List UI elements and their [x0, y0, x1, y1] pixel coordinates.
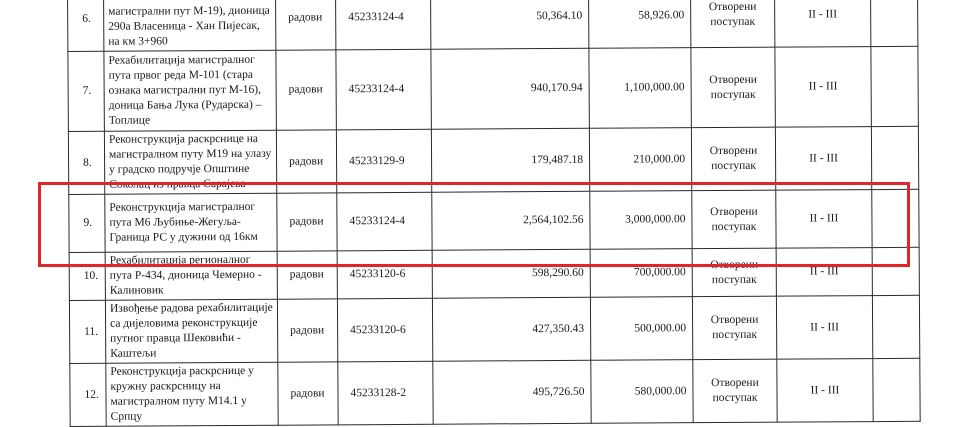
row-grade: II - III: [777, 359, 873, 423]
row-type: радови: [277, 251, 337, 299]
row-note: [873, 358, 920, 421]
row-total: 3,000,000.00: [590, 191, 692, 250]
row-note: [870, 0, 917, 47]
row-estimate: 495,726.50: [433, 360, 591, 424]
table-row: [68, 46, 918, 131]
row-note: [871, 46, 918, 126]
row-type: радови: [277, 299, 337, 362]
row-procedure: Отворени поступак: [691, 127, 775, 191]
row-number: 8.: [68, 131, 104, 194]
row-number: 11.: [69, 300, 105, 363]
table-row: [69, 295, 919, 363]
row-procedure: Отворени поступак: [692, 190, 776, 249]
row-type: радови: [278, 362, 338, 425]
row-type: радови: [275, 0, 335, 50]
row-estimate: 2,564,102.56: [432, 191, 590, 250]
row-grade: II - III: [776, 248, 872, 297]
row-estimate: 50,364.10: [430, 0, 588, 49]
row-total: 500,000.00: [590, 297, 692, 361]
row-estimate: 427,350.43: [432, 297, 590, 361]
row-procedure: Отворени поступак: [693, 359, 777, 423]
row-note: [871, 126, 918, 189]
row-grade: II - III: [775, 127, 871, 191]
row-grade: II - III: [776, 190, 872, 249]
row-cpv-code: 45233128-2: [338, 361, 433, 425]
row-type: радови: [276, 130, 336, 193]
row-cpv-code: 45233124-4: [335, 0, 430, 50]
row-total: 1,100,000.00: [589, 48, 691, 129]
row-type: радови: [276, 50, 336, 130]
row-number: 10.: [69, 252, 105, 300]
row-procedure: Отворени поступак: [692, 248, 776, 297]
row-total: 580,000.00: [591, 360, 693, 424]
row-description: Реконструкција магистралног пута М6 Љубиње-Жегуља-Граница РС у дужини од 16км: [105, 193, 277, 252]
row-description: магистрални пут М-19), дионица 290а Власеница - Хан Пијесак, на км 3+960: [104, 0, 276, 51]
table-row: [68, 0, 918, 51]
row-total: 700,000.00: [590, 249, 692, 298]
row-cpv-code: 45233124-4: [337, 192, 432, 251]
row-description: Реконструкција раскрснице у кружну раскрсницу на магистралном путу М14.1 у Српцу: [106, 362, 278, 426]
row-procedure: Отворени поступак: [691, 47, 775, 128]
row-total: 58,926.00: [588, 0, 690, 48]
row-cpv-code: 45233124-4: [336, 49, 431, 130]
row-procedure: Отворени поступак: [690, 0, 774, 48]
row-cpv-code: 45233129-9: [336, 129, 431, 193]
row-description: Рехабилитација магистралног пута првог реда М-101 (стара ознака магистрални пут М-16), доница Бања Лука (Рударска) – Топлице: [104, 50, 276, 131]
row-estimate: 598,290.60: [432, 249, 590, 298]
row-grade: II - III: [775, 47, 871, 128]
row-procedure: Отворени поступак: [692, 296, 776, 360]
row-number: 9.: [69, 194, 105, 252]
row-note: [872, 295, 919, 358]
row-total: 210,000.00: [589, 128, 691, 192]
row-description: Извођење радова рехабилитације са дијеловима реконструкције путног правца Шековићи - Каштељи: [105, 299, 277, 363]
row-number: 12.: [70, 363, 106, 426]
row-grade: II - III: [776, 296, 872, 360]
row-cpv-code: 45233120-6: [337, 250, 432, 299]
row-number: 6.: [68, 0, 104, 51]
table-row: [70, 358, 920, 426]
row-estimate: 940,170.94: [431, 48, 589, 129]
highlight-box: [38, 182, 910, 267]
row-estimate: 179,487.18: [431, 128, 589, 192]
row-type: радови: [277, 193, 337, 251]
row-cpv-code: 45233120-6: [337, 298, 432, 362]
row-description: Реконструкција раскрснице на магистралном путу М19 на улазу у градско подручје Општине Соколац из правца Сарајева: [104, 130, 276, 194]
row-number: 7.: [68, 51, 104, 131]
row-description: Рехабилитација регионалног пута Р-434, дионица Чемерно - Калиновик: [105, 251, 277, 300]
row-grade: II - III: [774, 0, 870, 47]
